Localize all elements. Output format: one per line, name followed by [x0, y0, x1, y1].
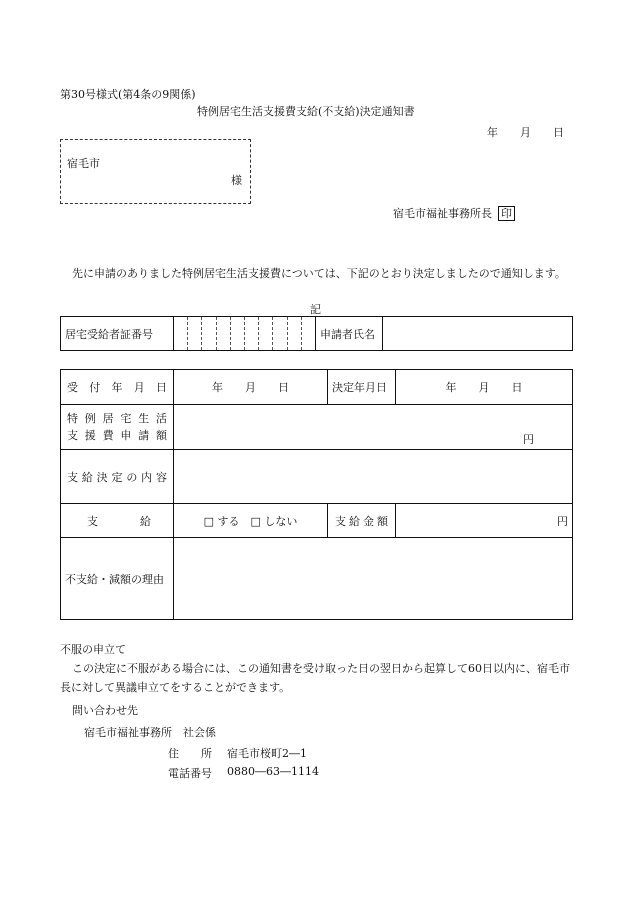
recipient-address-box [60, 139, 251, 204]
issuer [393, 205, 515, 221]
intro-text: 先に申請のありました特例居宅生活支援費については、下記のとおり決定しましたので通知します。 [72, 267, 566, 280]
contact-phone-label: 電話番号 [168, 767, 212, 780]
contact-office: 宿毛市福祉事務所 社会係 [84, 726, 216, 739]
decision-date-label: 決定年月日 [328, 370, 396, 405]
payment-options: □ する □ しない [174, 504, 328, 538]
applicant-value [383, 317, 573, 351]
decision-date-value: 年 月 日 [396, 370, 573, 405]
amount-label-cell [61, 405, 174, 450]
recipient-city: 宿毛市 [67, 157, 100, 170]
payment-amount-label-cell [328, 504, 396, 538]
content-value [174, 450, 573, 504]
contact-address-value: 宿毛市桜町2―1 [227, 747, 307, 760]
contact-address-label: 住 所 [168, 747, 212, 760]
payment-amount-yen: 円 [396, 504, 573, 538]
appeal-text: この決定に不服がある場合には、この通知書を受け取った日の翌日から起算して60日以内に、宿毛市長に対して異議申立てをすることができます。 [60, 662, 570, 694]
issue-date: 年 月 日 [487, 126, 564, 139]
amount-value-cell [174, 405, 573, 450]
cert-no-label: 居宅受給者証番号 [61, 317, 174, 351]
amount-yen: 円 [523, 433, 534, 446]
ki-mark: 記 [310, 303, 321, 316]
payment-label-a: 支 [87, 514, 98, 528]
received-date-label-cell [61, 370, 174, 405]
certificate-table [60, 316, 573, 351]
content-label: 支給決定の内容 [67, 470, 167, 484]
content-label-cell [61, 450, 174, 504]
payment-label-b: 給 [140, 514, 151, 528]
amount-label-line2: 支援費申請額 [67, 429, 167, 442]
decision-table [60, 369, 573, 620]
cert-no-cells [174, 317, 316, 351]
received-date-value: 年 月 日 [174, 370, 328, 405]
payment-label-cell [61, 504, 174, 538]
reason-value [174, 538, 573, 620]
document-title: 特例居宅生活支援費支給(不支給)決定通知書 [197, 105, 415, 118]
recipient-honorific: 様 [231, 174, 242, 187]
issuer-name: 宿毛市福祉事務所長 [393, 207, 492, 220]
applicant-label: 申請者氏名 [316, 317, 383, 351]
appeal-heading: 不服の申立て [60, 643, 126, 656]
reason-label: 不支給・減額の理由 [61, 538, 174, 620]
received-date-label: 受付年月日 [67, 381, 167, 394]
seal-mark: 印 [498, 206, 515, 221]
form-number: 第30号様式(第4条の9関係) [60, 88, 196, 101]
amount-label-line1: 特例居宅生活 [67, 412, 167, 425]
contact-phone-value: 0880―63―1114 [227, 765, 319, 778]
contact-heading: 問い合わせ先 [72, 704, 138, 717]
payment-amount-label: 支給金額 [335, 514, 388, 528]
